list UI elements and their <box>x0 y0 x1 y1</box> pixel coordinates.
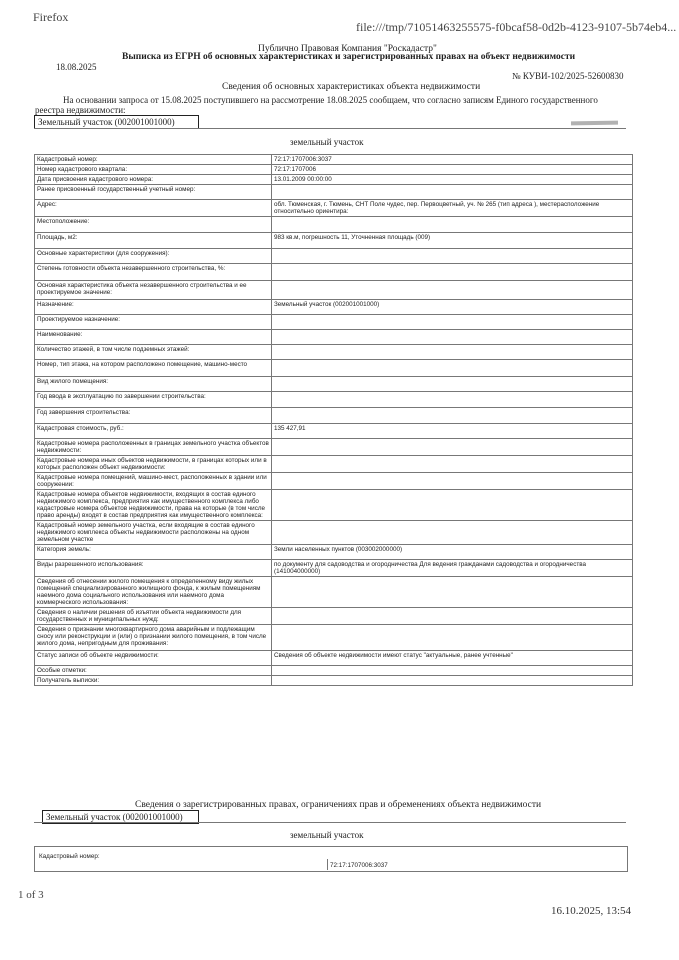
table-row <box>35 300 633 315</box>
field-label: Кадастровые номера иных объектов недвижимости, в границах которых или в которых расположен объект недвижимости: <box>35 456 272 473</box>
table-row <box>35 439 633 456</box>
table-row <box>35 360 633 377</box>
field-value: 135 427,91 <box>272 424 633 439</box>
field-label: Сведения об отнесении жилого помещения к определенному виду жилых помещений специализированного жилищного фонда, к жилым помещениям наемного дома социального использования или наемного дома коммерческого использования: <box>35 577 272 608</box>
field-value: Земли населенных пунктов (003002000000) <box>272 545 633 560</box>
rights-section-title: Сведения о зарегистрированных правах, ограничениях прав и обременениях объекта недвижимости <box>135 800 542 810</box>
field-label: Сведения о наличии решения об изъятии объекта недвижимости для государственных и муниципальных нужд: <box>35 608 272 625</box>
field-label: Кадастровый номер: <box>35 155 272 165</box>
field-label: Основные характеристики (для сооружения): <box>35 249 272 264</box>
field-label: Кадастровый номер земельного участка, если входящие в состав единого недвижимого комплекса объекты недвижимости расположены на одном земельном участке <box>35 521 272 545</box>
field-label: Кадастровые номера объектов недвижимости, входящих в состав единого недвижимого комплекса, предприятия как имущественного комплекса либо кадастровые номера объектов недвижимости, права на которые (в том числе право аренды) входят в состав предприятия как имущественного комплекса: <box>35 490 272 521</box>
field-label: Наименование: <box>35 330 272 345</box>
field-value: 72:17:1707006 <box>272 165 633 175</box>
table-row <box>35 625 633 651</box>
field-value <box>272 185 633 200</box>
field-value <box>272 521 633 545</box>
object-type-title: земельный участок <box>290 137 364 147</box>
field-label: Особые отметки: <box>35 666 272 676</box>
organization-name: Публично Правовая Компания "Роскадастр" <box>258 44 437 54</box>
field-value <box>272 249 633 264</box>
field-label: Виды разрешенного использования: <box>35 560 272 577</box>
rights-table <box>34 846 628 872</box>
field-value <box>272 408 633 424</box>
table-row <box>35 175 633 185</box>
table-row <box>35 545 633 560</box>
field-label: Получатель выписки: <box>35 676 272 686</box>
table-row <box>35 560 633 577</box>
rights-header-divider <box>34 822 626 823</box>
table-row <box>35 264 633 281</box>
field-value <box>272 217 633 233</box>
field-label: Категория земель: <box>35 545 272 560</box>
table-row <box>35 577 633 608</box>
rights-table-divider <box>327 859 328 870</box>
field-label: Степень готовности объекта незавершенного строительства, %: <box>35 264 272 281</box>
field-label: Площадь, м2: <box>35 233 272 249</box>
table-row <box>35 408 633 424</box>
object-header-divider <box>34 128 626 129</box>
field-label: Номер кадастрового квартала: <box>35 165 272 175</box>
field-value <box>272 281 633 300</box>
field-value <box>272 625 633 651</box>
table-row <box>35 651 633 666</box>
field-label: Адрес: <box>35 200 272 217</box>
field-value: 983 кв.м, погрешность 11, Уточненная площадь (009) <box>272 233 633 249</box>
field-value <box>272 676 633 686</box>
table-row <box>35 676 633 686</box>
field-label: Год ввода в эксплуатацию по завершении строительства: <box>35 392 272 408</box>
field-value <box>272 666 633 676</box>
rights-cadastral-value: 72:17:1707006:3037 <box>330 862 388 869</box>
browser-app-title: Firefox <box>33 10 69 24</box>
field-label: Основная характеристика объекта незавершенного строительства и ее проектируемое значение: <box>35 281 272 300</box>
table-row <box>35 392 633 408</box>
object-code-box: Земельный участок (002001001000) <box>34 115 199 129</box>
field-value <box>272 490 633 521</box>
table-row <box>35 666 633 676</box>
table-row <box>35 217 633 233</box>
document-date: 18.08.2025 <box>56 62 97 72</box>
table-row <box>35 233 633 249</box>
field-value <box>272 392 633 408</box>
field-label: Ранее присвоенный государственный учетный номер: <box>35 185 272 200</box>
table-row <box>35 155 633 165</box>
print-timestamp: 16.10.2025, 13:54 <box>551 905 632 917</box>
table-row <box>35 473 633 490</box>
table-row <box>35 424 633 439</box>
field-label: Статус записи об объекте недвижимости: <box>35 651 272 666</box>
field-value <box>272 577 633 608</box>
rights-cadastral-label: Кадастровый номер: <box>39 853 100 860</box>
field-label: Дата присвоения кадастрового номера: <box>35 175 272 185</box>
table-row <box>35 185 633 200</box>
field-value <box>272 360 633 377</box>
table-row <box>35 249 633 264</box>
field-value <box>272 439 633 456</box>
field-label: Кадастровая стоимость, руб.: <box>35 424 272 439</box>
field-label: Проектируемое назначение: <box>35 315 272 330</box>
document-title: Выписка из ЕГРН об основных характеристиках и зарегистрированных правах на объект недвижимости <box>122 52 576 62</box>
document-number: № КУВИ-102/2025-52600830 <box>512 71 624 81</box>
field-value: Сведения об объекте недвижимости имеют статус "актуальные, ранее учтенные" <box>272 651 633 666</box>
field-value: по документу для садоводства и огородничества Для ведения гражданами садоводства и огородничества (141004000000) <box>272 560 633 577</box>
field-value <box>272 377 633 392</box>
field-value <box>272 330 633 345</box>
section-title: Сведения об основных характеристиках объекта недвижимости <box>222 82 481 92</box>
table-row <box>35 456 633 473</box>
table-row <box>35 200 633 217</box>
table-row <box>35 377 633 392</box>
field-value: Земельный участок (002001001000) <box>272 300 633 315</box>
field-value <box>272 456 633 473</box>
table-row <box>35 281 633 300</box>
field-value <box>272 264 633 281</box>
request-basis: На основании запроса от 15.08.2025 поступившего на рассмотрение 18.08.2025 сообщаем, что согласно записям Единого государственного реестра недвижимости: <box>35 95 598 115</box>
table-row <box>35 490 633 521</box>
field-value: обл. Тюменская, г. Тюмень, СНТ Поле чудес, пер. Первоцветный, уч. № 265 (тип адреса ), местерасположение относительно ориентира: <box>272 200 633 217</box>
rights-object-code-box: Земельный участок (002001001000) <box>42 810 199 824</box>
field-value: 13.01.2009 00:00:00 <box>272 175 633 185</box>
field-label: Кадастровые номера помещений, машино-мест, расположенных в здании или сооружении: <box>35 473 272 490</box>
table-row <box>35 165 633 175</box>
field-value <box>272 608 633 625</box>
table-row <box>35 330 633 345</box>
table-row <box>35 345 633 360</box>
field-label: Местоположение: <box>35 217 272 233</box>
field-label: Год завершения строительства: <box>35 408 272 424</box>
page-indicator: 1 of 3 <box>18 889 44 901</box>
rights-object-type-title: земельный участок <box>290 830 364 840</box>
file-url[interactable]: file:///tmp/71051463255575-f0bcaf58-0d2b-4123-9107-5b74eb4... <box>356 20 677 34</box>
table-row <box>35 521 633 545</box>
table-row <box>35 608 633 625</box>
field-label: Вид жилого помещения: <box>35 377 272 392</box>
field-label: Кадастровые номера расположенных в границах земельного участка объектов недвижимости: <box>35 439 272 456</box>
field-value <box>272 345 633 360</box>
field-label: Номер, тип этажа, на котором расположено помещение, машино-место <box>35 360 272 377</box>
characteristics-table <box>34 154 633 686</box>
table-row <box>35 315 633 330</box>
field-value <box>272 473 633 490</box>
field-label: Назначение: <box>35 300 272 315</box>
field-value <box>272 315 633 330</box>
field-label: Сведения о признании многоквартирного дома аварийным и подлежащим сносу или реконструкции и (или) о признании жилого помещения, в том числе жилого дома, непригодным для проживания: <box>35 625 272 651</box>
pen-mark <box>571 121 618 126</box>
field-value: 72:17:1707006:3037 <box>272 155 633 165</box>
field-label: Количество этажей, в том числе подземных этажей: <box>35 345 272 360</box>
